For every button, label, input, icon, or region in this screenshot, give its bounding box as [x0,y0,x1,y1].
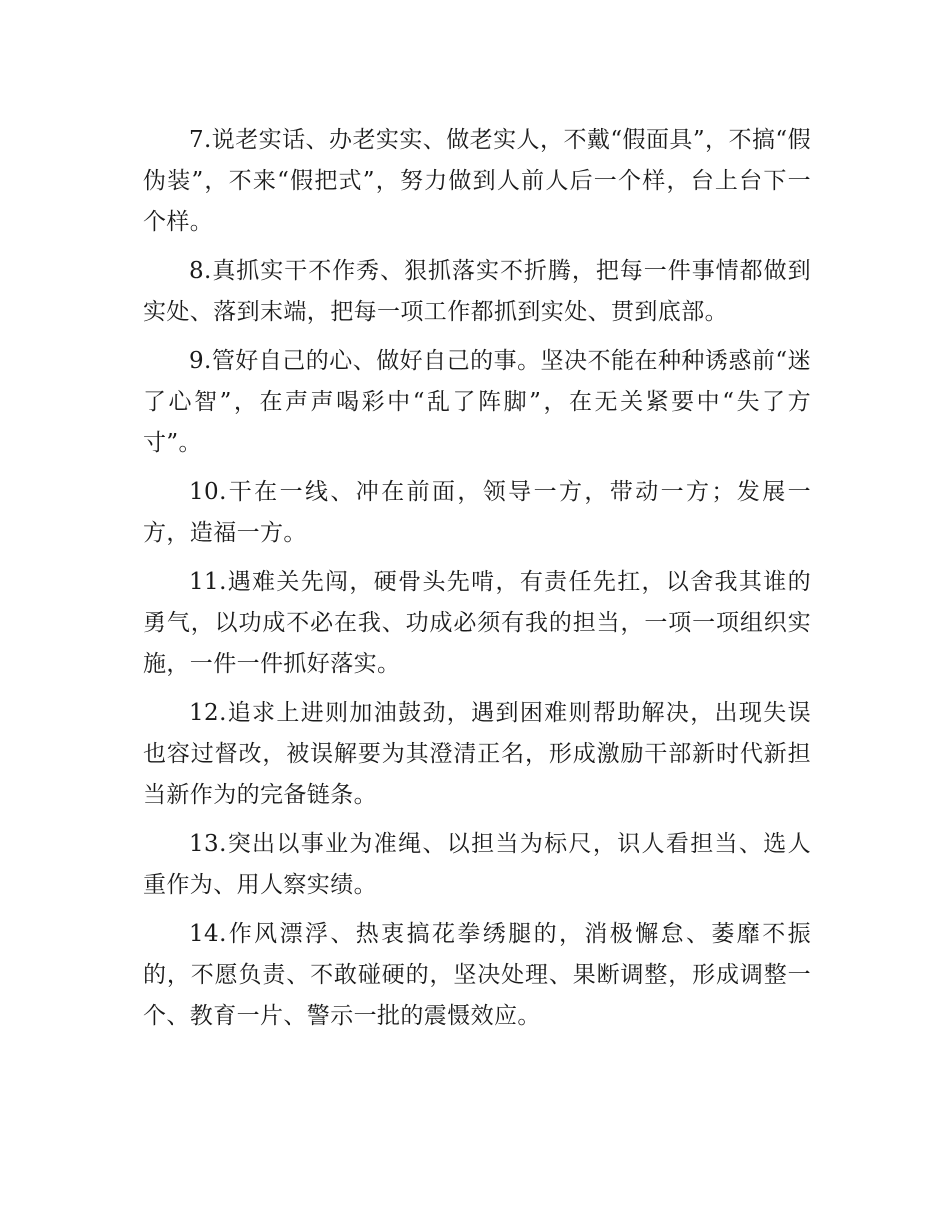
paragraph-11: 11.遇难关先闯，硬骨头先啃，有责任先扛，以舍我其谁的勇气，以功成不必在我、功成必须有我的担当，一项一项组织实施，一件一件抓好落实。 [143,569,811,677]
paragraph-13: 13.突出以事业为准绳、以担当为标尺，识人看担当、选人重作为、用人察实绩。 [143,831,811,898]
document-body [143,120,811,1045]
paragraph-9: 9.管好自己的心、做好自己的事。坚决不能在种种诱惑前“迷了心智”，在声声喝彩中“乱了阵脚”，在无关紧要中“失了方寸”。 [143,348,811,456]
paragraph-14: 14.作风漂浮、热衷搞花拳绣腿的，消极懈怠、萎靡不振的，不愿负责、不敢碰硬的，坚决处理、果断调整，形成调整一个、教育一片、警示一批的震慑效应。 [143,921,811,1029]
paragraph-12: 12.追求上进则加油鼓劲，遇到困难则帮助解决，出现失误也容过督改，被误解要为其澄清正名，形成激励干部新时代新担当新作为的完备链条。 [143,700,811,808]
paragraph-10: 10.干在一线、冲在前面，领导一方，带动一方；发展一方，造福一方。 [143,479,811,546]
paragraph-7: 7.说老实话、办老实实、做老实人，不戴“假面具”，不搞“假伪装”，不来“假把式”，努力做到人前人后一个样，台上台下一个样。 [143,127,811,235]
paragraph-8: 8.真抓实干不作秀、狠抓落实不折腾，把每一件事情都做到实处、落到末端，把每一项工作都抓到实处、贯到底部。 [143,258,811,325]
